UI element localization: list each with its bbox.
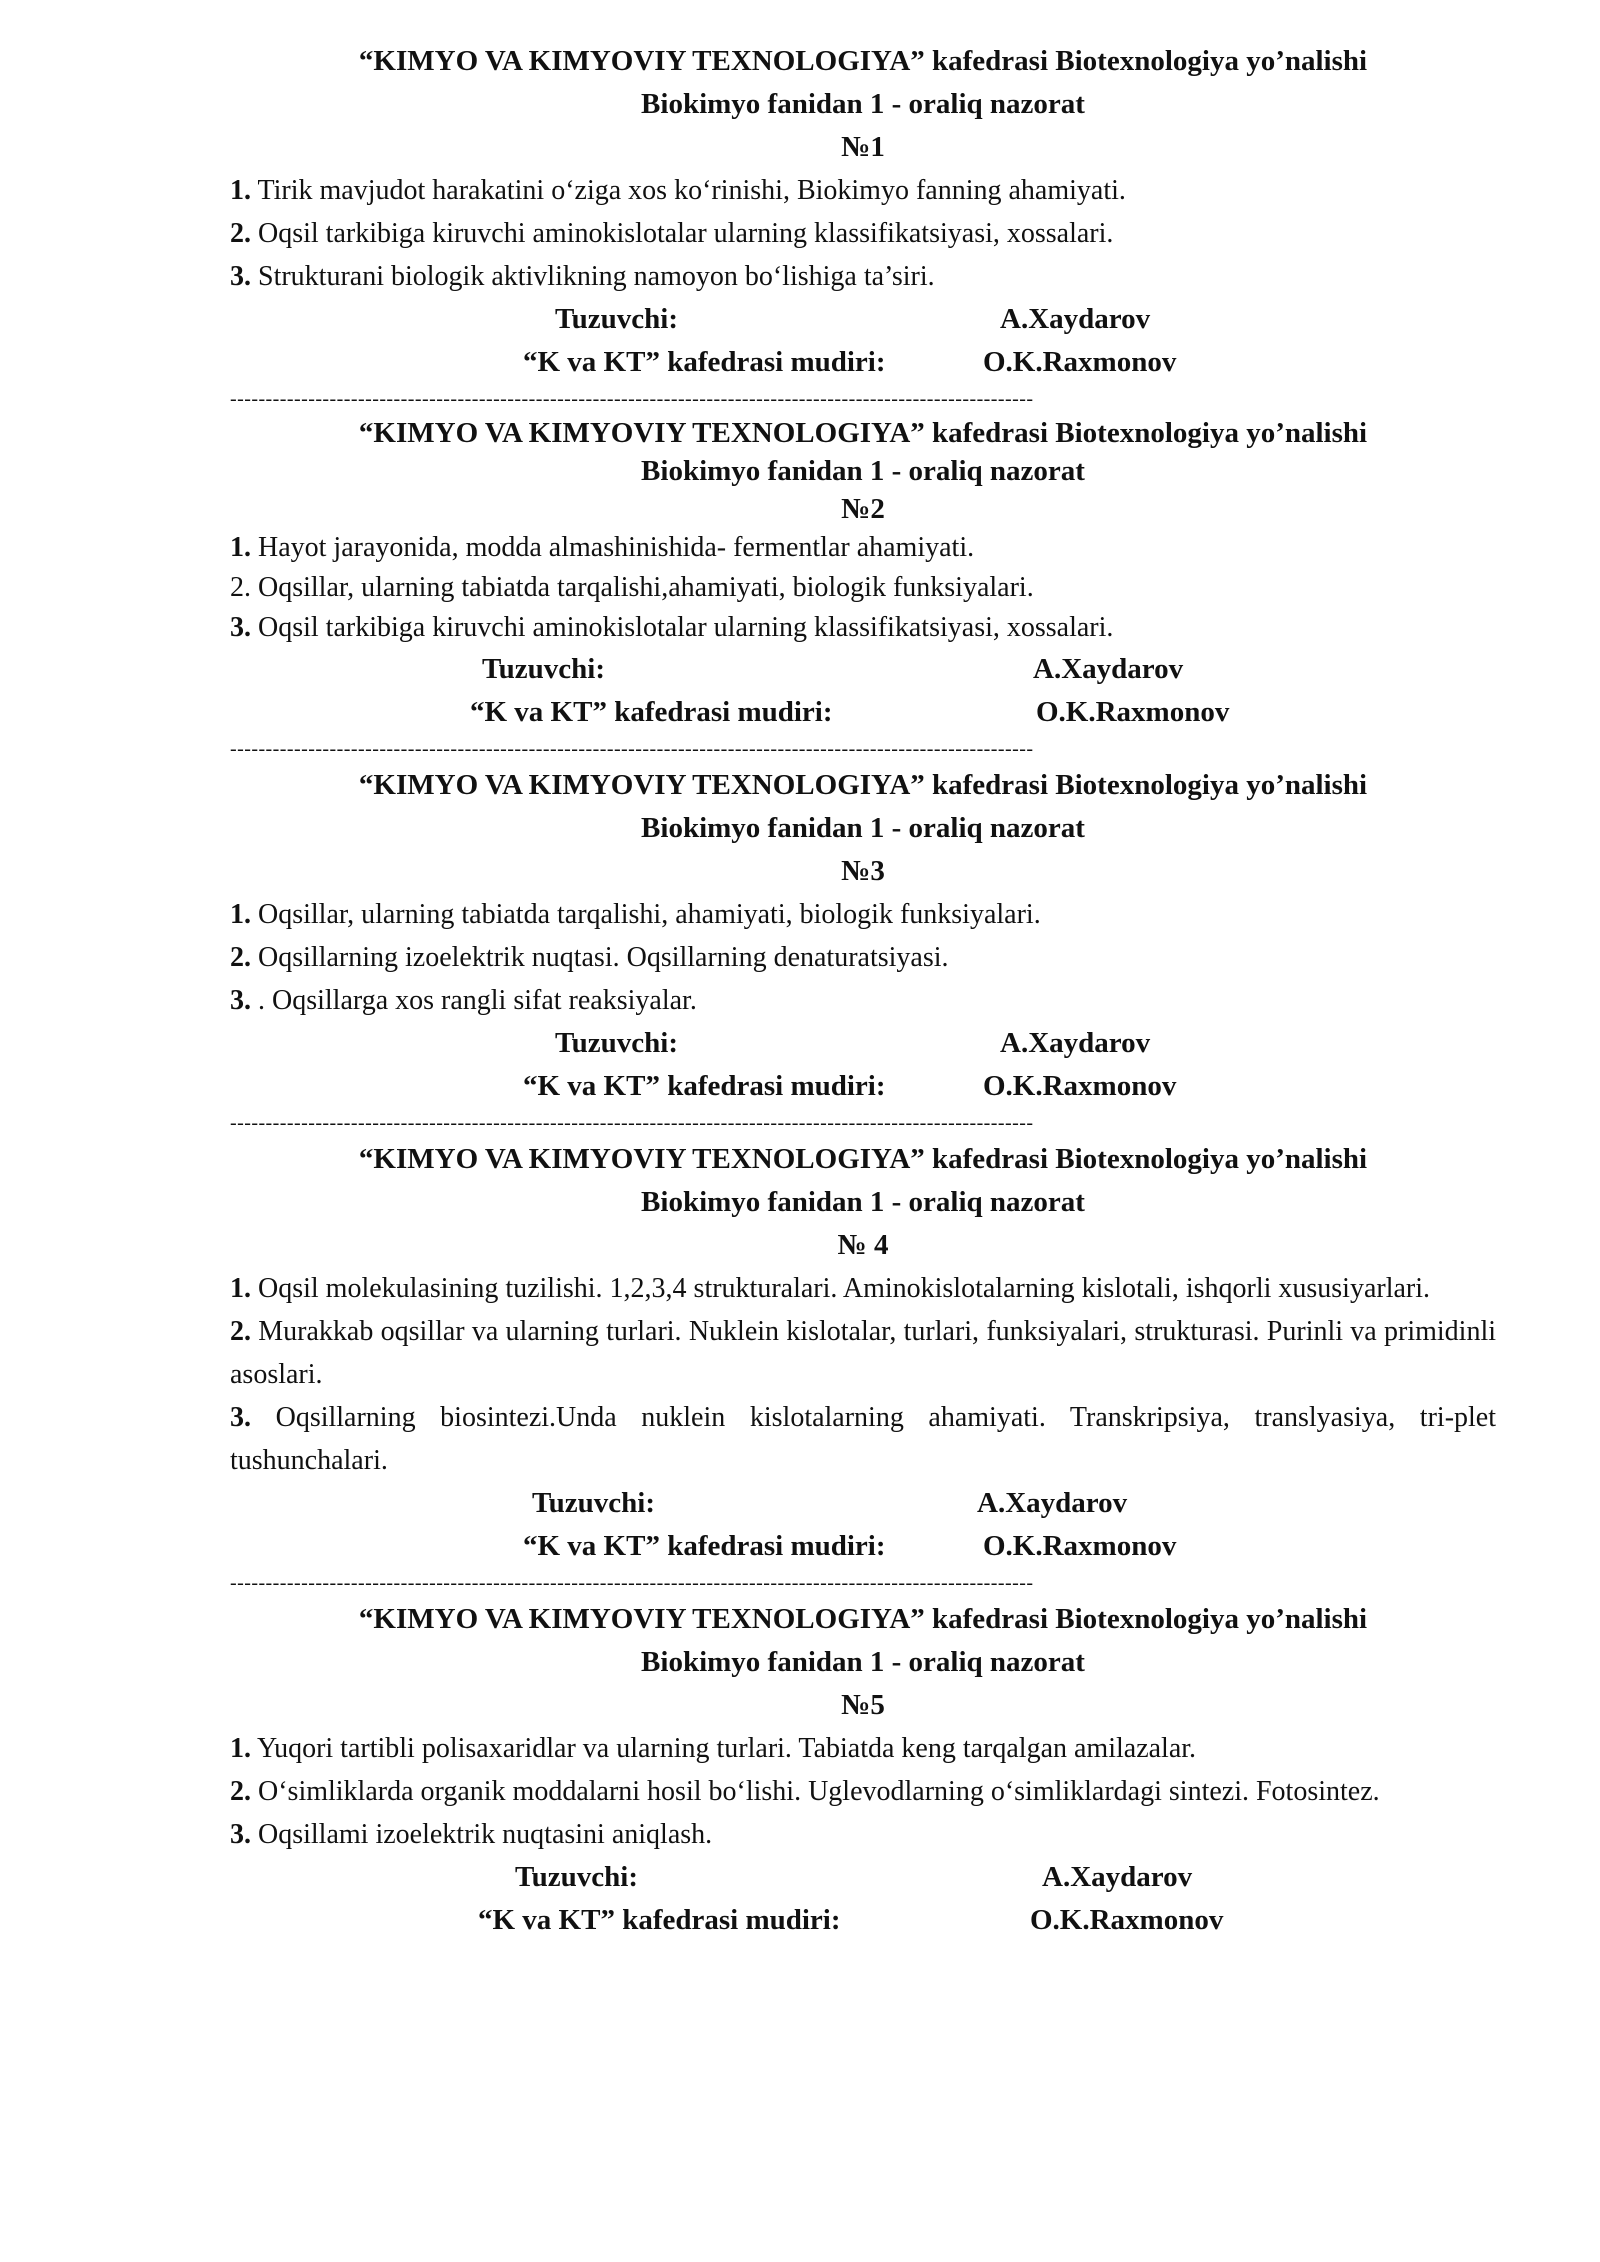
question-number: 1. [230,1273,251,1304]
question-number: 3. [230,985,251,1016]
compiler-line [230,1482,1496,1525]
compiler-name: A.Xaydarov [1000,303,1151,335]
department-title: “KIMYO VA KIMYOVIY TEXNOLOGIYA” kafedrasi Biotexnologiya yo’nalishi [358,417,1368,449]
question-text: . Oqsillarga xos rangli sifat reaksiyalar. [251,985,697,1016]
question-text: Oqsil tarkibiga kiruvchi aminokislotalar ularning klassifikatsiyasi, xossalari. [251,612,1114,643]
compiler-name: A.Xaydarov [977,1487,1128,1519]
question-number: 1. [230,1733,251,1764]
subject-title: Biokimyo fanidan 1 - oraliq nazorat [641,1186,1085,1218]
ticket-4 [230,1138,1496,1598]
subject-title: Biokimyo fanidan 1 - oraliq nazorat [641,455,1085,487]
question-text: Oqsillami izoelektrik nuqtasini aniqlash. [251,1819,713,1850]
compiler-label: Tuzuvchi: [532,1487,656,1519]
compiler-line [230,1856,1496,1899]
question-2 [230,1770,1496,1813]
question-text: Oqsillarning biosintezi.Unda nuklein kislotalarning ahamiyati. Transkripsiya, translyasiya, tri-plet tushunchalari. [230,1402,1496,1476]
question-text: Tirik mavjudot harakatini o‘ziga xos ko‘rinishi, Biokimyo fanning ahamiyati. [251,175,1126,206]
subject-title: Biokimyo fanidan 1 - oraliq nazorat [641,88,1085,120]
subject-title: Biokimyo fanidan 1 - oraliq nazorat [641,1646,1085,1678]
department-title: “KIMYO VA KIMYOVIY TEXNOLOGIYA” kafedrasi Biotexnologiya yo’nalishi [358,45,1368,77]
question-2 [230,568,1496,608]
question-text: Oqsil tarkibiga kiruvchi aminokislotalar ularning klassifikatsiyasi, xossalari. [251,218,1114,249]
question-text: Oqsillarning izoelektrik nuqtasi. Oqsillarning denaturatsiyasi. [251,942,949,973]
ticket-number: №5 [841,1689,885,1721]
head-name: O.K.Raxmonov [983,1070,1177,1102]
compiler-line [230,298,1496,341]
ticket-number: № 4 [837,1229,889,1261]
compiler-label: Tuzuvchi: [515,1861,639,1893]
question-text: Hayot jarayonida, modda almashinishida- fermentlar ahamiyati. [251,532,975,563]
question-1 [230,1267,1496,1310]
head-line [230,1525,1496,1568]
ticket-2 [230,414,1496,764]
head-label: “K va KT” kafedrasi mudiri: [478,1904,841,1936]
question-3 [230,1396,1496,1482]
compiler-name: A.Xaydarov [1042,1861,1193,1893]
question-text: Murakkab oqsillar va ularning turlari. Nuklein kislotalar, turlari, funksiyalari, strukturasi. Purinli va primidinli asoslari. [230,1316,1496,1390]
department-title: “KIMYO VA KIMYOVIY TEXNOLOGIYA” kafedrasi Biotexnologiya yo’nalishi [358,1603,1368,1635]
question-text: Oqsil molekulasining tuzilishi. 1,2,3,4 strukturalari. Aminokislotalarning kislotali, ishqorli xususiyarlari. [251,1273,1431,1304]
subject-title: Biokimyo fanidan 1 - oraliq nazorat [641,812,1085,844]
question-text: Strukturani biologik aktivlikning namoyon bo‘lishiga ta’siri. [251,261,935,292]
head-name: O.K.Raxmonov [1036,696,1230,728]
question-2 [230,212,1496,255]
question-text: O‘simliklarda organik moddalarni hosil bo‘lishi. Uglevodlarning o‘simliklardagi sintezi. Fotosintez. [251,1776,1380,1807]
question-number: 1. [230,175,251,206]
compiler-line [230,648,1496,691]
department-title: “KIMYO VA KIMYOVIY TEXNOLOGIYA” kafedrasi Biotexnologiya yo’nalishi [358,1143,1368,1175]
separator-line: ----------------------------------------------------------------------------------------------------------------- [230,1112,1034,1134]
ticket-3 [230,764,1496,1138]
head-line [230,1899,1496,1942]
question-number: 3. [230,1819,251,1850]
question-number: 2. [230,1776,251,1807]
ticket-5 [230,1598,1496,1942]
question-text: Yuqori tartibli polisaxaridlar va ularning turlari. Tabiatda keng tarqalgan amilazalar. [251,1733,1197,1764]
question-text: 2. Oqsillar, ularning tabiatda tarqalishi,ahamiyati, biologik funksiyalari. [230,572,1034,603]
compiler-line [230,1022,1496,1065]
head-line [230,691,1496,734]
compiler-label: Tuzuvchi: [482,653,606,685]
question-2 [230,1310,1496,1396]
question-3 [230,608,1496,648]
head-label: “K va KT” kafedrasi mudiri: [523,346,886,378]
question-number: 2. [230,942,251,973]
question-3 [230,979,1496,1022]
question-2 [230,936,1496,979]
ticket-number: №3 [841,855,885,887]
question-1 [230,893,1496,936]
question-1 [230,1727,1496,1770]
question-1 [230,169,1496,212]
question-number: 2. [230,1316,251,1347]
head-name: O.K.Raxmonov [1030,1904,1224,1936]
question-number: 3. [230,261,251,292]
separator-line: ----------------------------------------------------------------------------------------------------------------- [230,1572,1034,1594]
head-label: “K va KT” kafedrasi mudiri: [523,1070,886,1102]
compiler-label: Tuzuvchi: [555,303,679,335]
compiler-name: A.Xaydarov [1000,1027,1151,1059]
compiler-name: A.Xaydarov [1033,653,1184,685]
head-label: “K va KT” kafedrasi mudiri: [470,696,833,728]
question-text: Oqsillar, ularning tabiatda tarqalishi, ahamiyati, biologik funksiyalari. [251,899,1041,930]
separator-line: ----------------------------------------------------------------------------------------------------------------- [230,388,1034,410]
ticket-1 [230,40,1496,414]
question-3 [230,1813,1496,1856]
separator-line: ----------------------------------------------------------------------------------------------------------------- [230,738,1034,760]
question-number: 3. [230,612,251,643]
question-3 [230,255,1496,298]
head-name: O.K.Raxmonov [983,346,1177,378]
document-page [230,40,1496,1942]
question-number: 1. [230,532,251,563]
question-number: 2. [230,218,251,249]
head-label: “K va KT” kafedrasi mudiri: [523,1530,886,1562]
compiler-label: Tuzuvchi: [555,1027,679,1059]
ticket-number: №1 [841,131,885,163]
head-line [230,1065,1496,1108]
question-1 [230,528,1496,568]
head-line [230,341,1496,384]
department-title: “KIMYO VA KIMYOVIY TEXNOLOGIYA” kafedrasi Biotexnologiya yo’nalishi [358,769,1368,801]
question-number: 3. [230,1402,251,1433]
head-name: O.K.Raxmonov [983,1530,1177,1562]
question-number: 1. [230,899,251,930]
ticket-number: №2 [841,493,885,525]
